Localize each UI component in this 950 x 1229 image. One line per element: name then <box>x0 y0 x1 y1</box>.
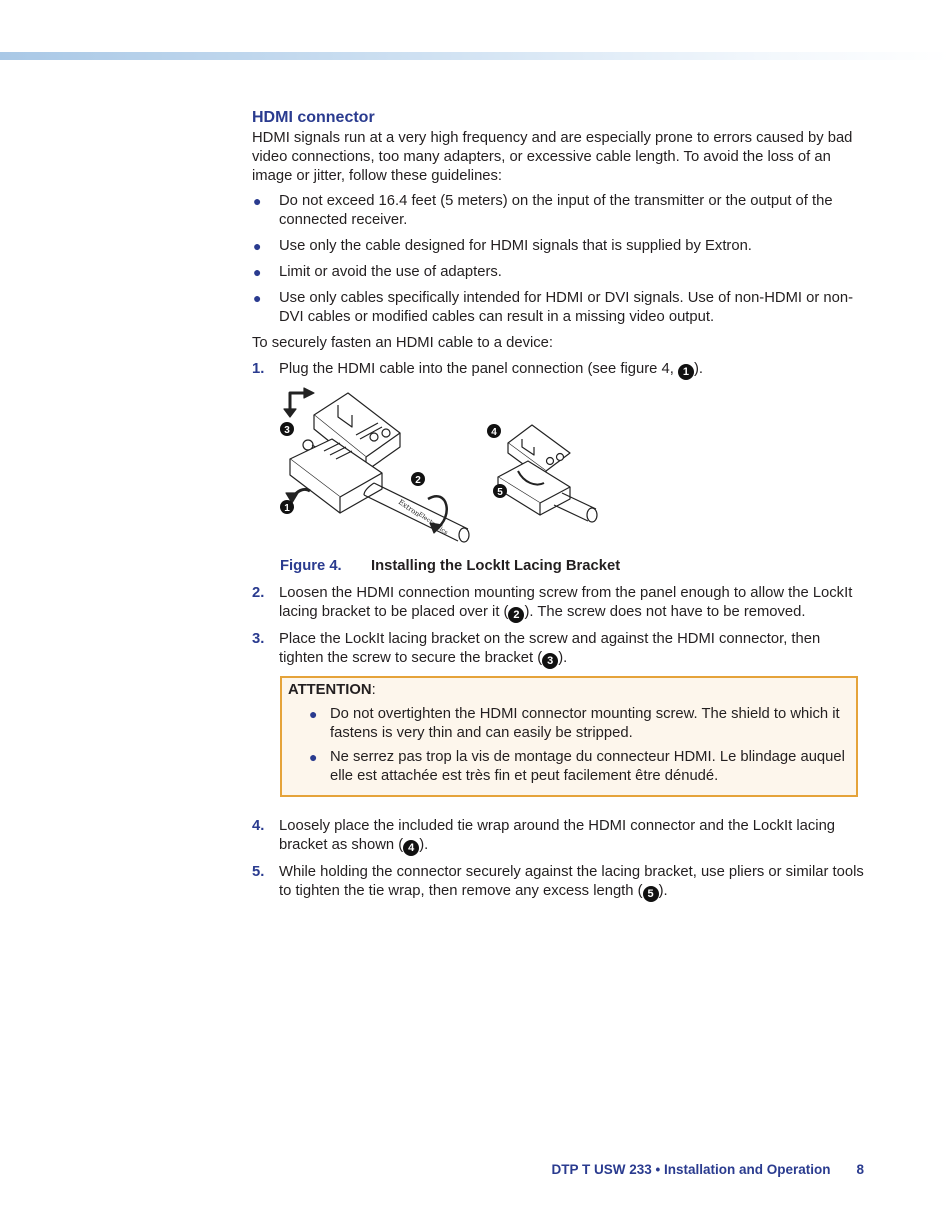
callout-3-icon: 3 <box>542 653 558 669</box>
callout-5-icon: 5 <box>497 487 503 498</box>
cable-label-2: Electronics <box>416 510 449 537</box>
bullet-icon: ● <box>309 706 318 722</box>
callout-4-icon: 4 <box>491 427 497 438</box>
step-1: 1. Plug the HDMI cable into the panel connection (see figure 4, 1 ). <box>252 361 703 378</box>
attention-box: ATTENTION: ● Do not overtighten the HDMI connector mounting screw. The shield to which it fastens is very thin and can easily be stripped. ● Ne serrez pas trop la vis de montage du connecteur HDMI. Le blindage auquel elle est attachée est très fin et peut facilement être dénudé. <box>280 676 858 797</box>
steps-list-b <box>252 584 867 669</box>
cable-label-1: Extron <box>396 498 422 519</box>
step-3: 3. Place the LockIt lacing bracket on the screw and against the HDMI connector, then tighten the screw to secure the bracket ( 3 ). <box>252 631 821 667</box>
callout-2-icon: 2 <box>508 607 524 623</box>
callout-1-icon: 1 <box>284 503 290 514</box>
attention-label: ATTENTION <box>288 682 372 698</box>
steps-list-c <box>252 817 867 902</box>
guidelines-list <box>252 192 867 327</box>
step-2: 2. Loosen the HDMI connection mounting screw from the panel enough to allow the LockIt lacing bracket to be placed over it ( 2 ). The screw does not have to be removed. <box>252 585 853 621</box>
page-number: 8 <box>856 1162 864 1177</box>
section-title: HDMI connector <box>252 109 375 126</box>
list-item: ● Ne serrez pas trop la vis de montage du connecteur HDMI. Le blindage auquel elle est attachée est très fin et peut facilement être dénudé. <box>309 749 845 784</box>
attention-list <box>288 705 846 786</box>
footer-title: DTP T USW 233 • Installation and Operation <box>551 1162 831 1177</box>
header-bar <box>0 52 950 60</box>
figure-illustration <box>278 387 638 547</box>
intro-paragraph: HDMI signals run at a very high frequency and are especially prone to errors caused by bad video connections, too many adapters, or excessive cable length. To avoid the loss of an image or jitter, follow these guidelines: <box>252 130 853 184</box>
page-content <box>252 108 867 909</box>
bullet-icon: ● <box>309 749 318 765</box>
figure-caption <box>280 557 867 576</box>
callout-1-icon: 1 <box>678 364 694 380</box>
step-5: 5. While holding the connector securely against the lacing bracket, use pliers or similar tools to tighten the tie wrap, then remove any excess length ( 5 ). <box>252 864 864 900</box>
figure-title: Installing the LockIt Lacing Bracket <box>371 558 621 574</box>
callout-5-icon: 5 <box>643 886 659 902</box>
callout-3-icon: 3 <box>284 425 290 436</box>
list-item: ● Use only the cable designed for HDMI signals that is supplied by Extron. <box>253 238 752 254</box>
bullet-icon: ● <box>253 264 262 280</box>
bullet-icon: ● <box>253 193 262 209</box>
bullet-icon: ● <box>253 290 262 306</box>
step-4: 4. Loosely place the included tie wrap around the HDMI connector and the LockIt lacing bracket as shown ( 4 ). <box>252 818 836 854</box>
lockit-bracket-illustration <box>278 387 638 547</box>
list-item: ● Limit or avoid the use of adapters. <box>253 264 502 280</box>
steps-list-a <box>252 360 867 380</box>
fasten-intro: To securely fasten an HDMI cable to a device: <box>252 335 554 351</box>
bullet-icon: ● <box>253 238 262 254</box>
callout-4-icon: 4 <box>403 840 419 856</box>
page-footer <box>470 1162 864 1177</box>
list-item: ● Use only cables specifically intended for HDMI or DVI signals. Use of non-HDMI or non-DVI cables or modified cables can result in a missing video output. <box>253 290 854 325</box>
list-item: ● Do not overtighten the HDMI connector mounting screw. The shield to which it fastens is very thin and can easily be stripped. <box>309 706 840 741</box>
figure-number: Figure 4. <box>280 558 342 574</box>
callout-2-icon: 2 <box>415 475 421 486</box>
list-item: ● Do not exceed 16.4 feet (5 meters) on the input of the transmitter or the output of the connected receiver. <box>253 193 833 228</box>
